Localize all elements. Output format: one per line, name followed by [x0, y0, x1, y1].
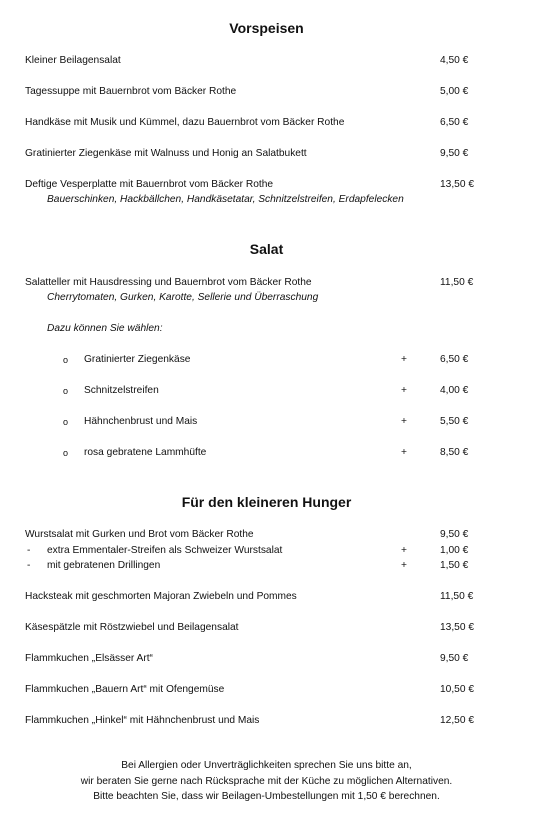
menu-item-price: 11,50 €	[440, 591, 474, 602]
menu-item-price: 5,00 €	[440, 86, 469, 97]
extra-price: 1,50 €	[440, 560, 469, 571]
extra-name: mit gebratenen Drillingen	[47, 560, 161, 571]
bullet-icon: o	[63, 386, 69, 396]
menu-item-name: Wurstsalat mit Gurken und Brot vom Bäcker Rothe	[25, 529, 254, 540]
menu-item-price: 10,50 €	[440, 684, 474, 695]
plus-sign: +	[401, 447, 407, 458]
menu-item-name: Flammkuchen „Bauern Art“ mit Ofengemüse	[25, 684, 225, 695]
menu-item-price: 4,50 €	[440, 55, 469, 66]
menu-item-price: 13,50 €	[440, 179, 474, 190]
option-price: 8,50 €	[440, 447, 469, 458]
extra-price: 1,00 €	[440, 545, 469, 556]
plus-sign: +	[401, 545, 407, 556]
allergy-note-line: Bei Allergien oder Unverträglichkeiten sprechen Sie uns bitte an,	[121, 760, 412, 771]
menu-item-description: Bauerschinken, Hackbällchen, Handkäsetatar, Schnitzelstreifen, Erdapfelecken	[47, 194, 404, 205]
menu-item-name: Kleiner Beilagensalat	[25, 55, 121, 66]
menu-item-price: 12,50 €	[440, 715, 474, 726]
bullet-icon: o	[63, 355, 69, 365]
menu-item-price: 9,50 €	[440, 148, 469, 159]
plus-sign: +	[401, 354, 407, 365]
option-name: Hähnchenbrust und Mais	[84, 416, 198, 427]
option-price: 4,00 €	[440, 385, 469, 396]
allergy-note-line: Bitte beachten Sie, dass wir Beilagen-Umbestellungen mit 1,50 € berechnen.	[93, 791, 440, 802]
plus-sign: +	[401, 385, 407, 396]
menu-item-price: 11,50 €	[440, 277, 474, 288]
extra-name: extra Emmentaler-Streifen als Schweizer Wurstsalat	[47, 545, 283, 556]
option-price: 5,50 €	[440, 416, 469, 427]
section-title-hunger: Für den kleineren Hunger	[181, 494, 352, 510]
menu-item-price: 9,50 €	[440, 529, 469, 540]
menu-item-price: 13,50 €	[440, 622, 474, 633]
extra-dash: -	[27, 560, 31, 571]
plus-sign: +	[401, 560, 407, 571]
section-title-vorspeisen: Vorspeisen	[229, 20, 304, 36]
menu-item-price: 9,50 €	[440, 653, 469, 664]
menu-item-name: Flammkuchen „Elsässer Art“	[25, 653, 153, 664]
menu-item-name: Handkäse mit Musik und Kümmel, dazu Bauernbrot vom Bäcker Rothe	[25, 117, 345, 128]
plus-sign: +	[401, 416, 407, 427]
menu-item-price: 6,50 €	[440, 117, 469, 128]
menu-item-description: Cherrytomaten, Gurken, Karotte, Sellerie und Überraschung	[47, 292, 319, 303]
extra-dash: -	[27, 545, 31, 556]
option-name: rosa gebratene Lammhüfte	[84, 447, 207, 458]
menu-item-name: Gratinierter Ziegenkäse mit Walnuss und Honig an Salatbukett	[25, 148, 307, 159]
menu-item-name: Flammkuchen „Hinkel“ mit Hähnchenbrust und Mais	[25, 715, 260, 726]
menu-item-name: Käsespätzle mit Röstzwiebel und Beilagensalat	[25, 622, 239, 633]
menu-item-name: Deftige Vesperplatte mit Bauernbrot vom Bäcker Rothe	[25, 179, 274, 190]
option-name: Gratinierter Ziegenkäse	[84, 354, 191, 365]
choose-label: Dazu können Sie wählen:	[47, 323, 163, 334]
menu-item-name: Tagessuppe mit Bauernbrot vom Bäcker Rothe	[25, 86, 237, 97]
allergy-note	[0, 758, 533, 805]
menu-item-name: Salatteller mit Hausdressing und Bauernbrot vom Bäcker Rothe	[25, 277, 312, 288]
option-name: Schnitzelstreifen	[84, 385, 159, 396]
menu-item-name: Hacksteak mit geschmorten Majoran Zwiebeln und Pommes	[25, 591, 297, 602]
bullet-icon: o	[63, 448, 69, 458]
section-title-salat: Salat	[249, 241, 284, 257]
allergy-note-line: wir beraten Sie gerne nach Rücksprache mit der Küche zu möglichen Alternativen.	[80, 775, 453, 787]
bullet-icon: o	[63, 417, 69, 427]
option-price: 6,50 €	[440, 354, 469, 365]
